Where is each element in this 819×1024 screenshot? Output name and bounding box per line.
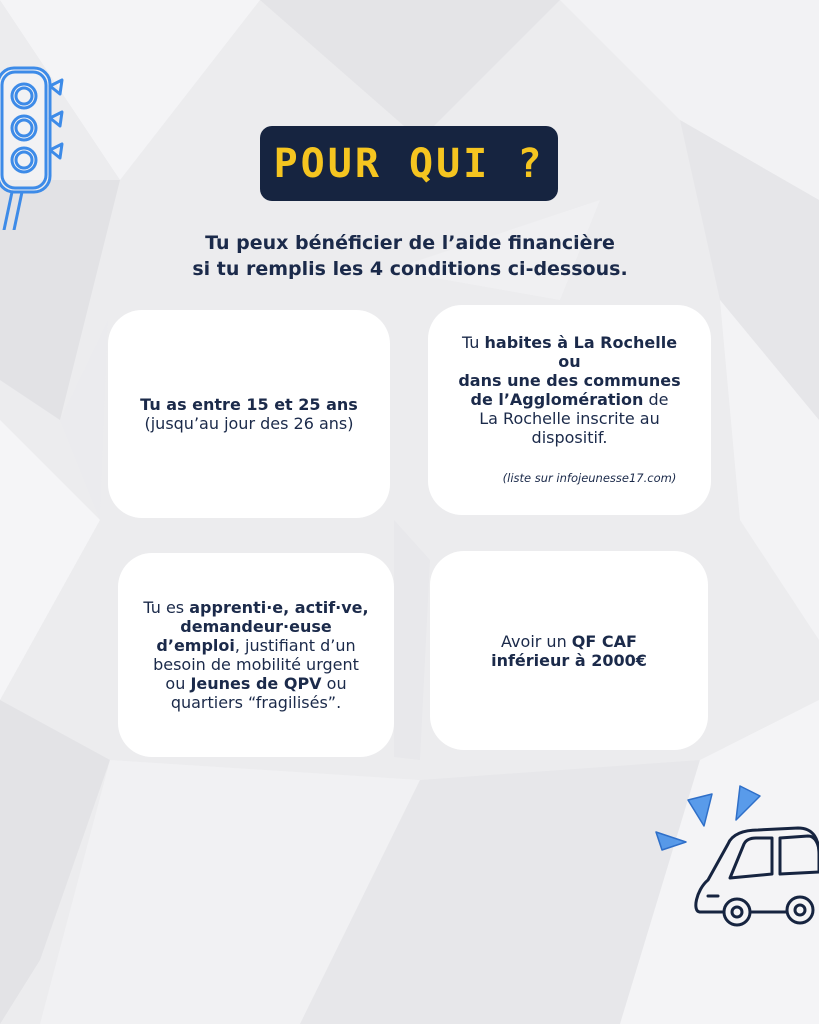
subtitle-line-2: si tu remplis les 4 conditions ci-dessous.: [192, 258, 628, 280]
residence-line-4: La Rochelle inscrite au: [479, 408, 660, 428]
age-range-text: Tu as entre 15 et 25 ans: [140, 395, 358, 414]
income-bold-2: inférieur à 2000€: [491, 650, 647, 670]
residence-bold-2: dans une des communes: [458, 370, 681, 390]
status-bold-5: Jeunes de QPV: [190, 674, 322, 693]
age-detail-text: (jusqu’au jour des 26 ans): [144, 414, 354, 433]
condition-card-age: [108, 310, 390, 518]
residence-prefix: Tu: [461, 332, 485, 352]
status-line-6: quartiers “fragilisés”.: [170, 693, 342, 712]
residence-suffix: de: [643, 389, 669, 409]
status-suffix-5: ou: [321, 674, 347, 693]
status-suffix-3: , justifiant d’un: [234, 636, 356, 655]
title-banner: [260, 126, 558, 201]
residence-note: (liste sur infojeunesse17.com): [502, 470, 677, 485]
subtitle-line-1: Tu peux bénéficier de l’aide financière: [205, 232, 615, 254]
status-bold-1: apprenti·e, actif·ve,: [189, 598, 369, 617]
residence-bold-3: de l’Agglomération: [470, 389, 644, 409]
condition-card-residence: [428, 305, 711, 515]
residence-line-5: dispositif.: [531, 427, 608, 447]
status-prefix: Tu es: [143, 598, 190, 617]
status-prefix-5: ou: [165, 674, 191, 693]
income-bold-1: QF CAF: [571, 631, 637, 651]
status-line-4: besoin de mobilité urgent: [153, 655, 359, 674]
status-bold-2: demandeur·euse: [180, 617, 332, 636]
status-bold-3: d’emploi: [156, 636, 235, 655]
page-title: POUR QUI ?: [273, 140, 545, 187]
condition-card-income: [430, 551, 708, 750]
traffic-light-icon: [0, 60, 76, 230]
condition-card-status: [118, 553, 394, 757]
residence-bold-1: habites à La Rochelle ou: [484, 332, 678, 371]
income-prefix: Avoir un: [501, 631, 572, 651]
car-icon: [648, 780, 819, 930]
subtitle: [140, 230, 680, 282]
